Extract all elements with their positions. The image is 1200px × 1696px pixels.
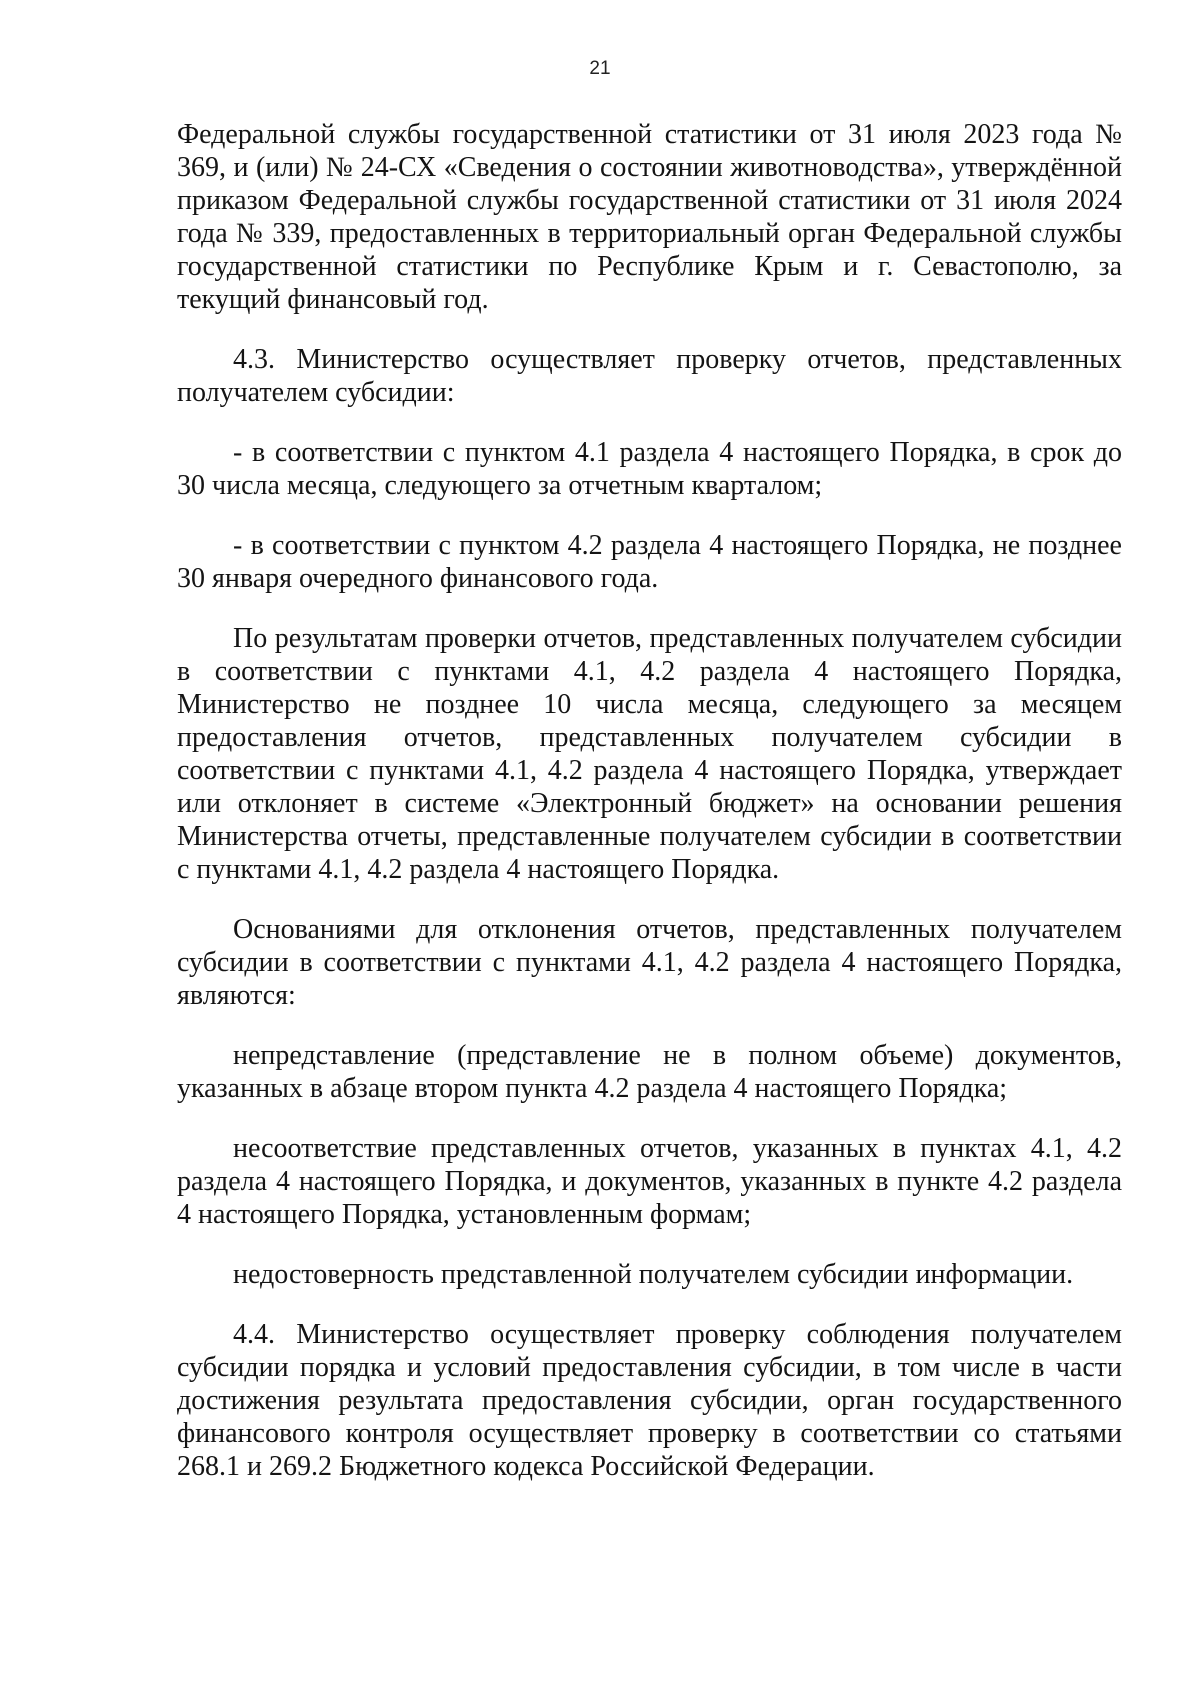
paragraph-list-item-4-2: - в соответствии с пунктом 4.2 раздела 4 настоящего Порядка, не позднее 30 января очередного финансового года. <box>177 530 1122 594</box>
paragraph-list-item-4-1: - в соответствии с пунктом 4.1 раздела 4 настоящего Порядка, в срок до 30 числа месяца, следующего за отчетным кварталом; <box>177 437 1122 501</box>
paragraph-ground-non-compliance: несоответствие представленных отчетов, указанных в пунктах 4.1, 4.2 раздела 4 настоящего Порядка, и документов, указанных в пункте 4.2 раздела 4 настоящего Порядка, установленным формам; <box>177 1133 1122 1230</box>
document-body <box>177 118 1122 1483</box>
paragraph-4-4: 4.4. Министерство осуществляет проверку соблюдения получателем субсидии порядка и условий предоставления субсидии, в том числе в части достижения результата предоставления субсидии, орган государственного финансового контроля осуществляет проверку в соответствии со статьями 268.1 и 269.2 Бюджетного кодекса Российской Федерации. <box>177 1319 1122 1482</box>
paragraph-ground-non-submission: непредставление (представление не в полном объеме) документов, указанных в абзаце втором пункта 4.2 раздела 4 настоящего Порядка; <box>177 1040 1122 1104</box>
paragraph-review-results: По результатам проверки отчетов, представленных получателем субсидии в соответствии с пунктами 4.1, 4.2 раздела 4 настоящего Порядка, Министерство не позднее 10 числа месяца, следующего за месяцем предоставления отчетов, представленных получателем субсидии в соответствии с пунктами 4.1, 4.2 раздела 4 настоящего Порядка, утверждает или отклоняет в системе «Электронный бюджет» на основании решения Министерства отчеты, представленные получателем субсидии в соответствии с пунктами 4.1, 4.2 раздела 4 настоящего Порядка. <box>177 623 1122 885</box>
paragraph-ground-unreliable-info: недостоверность представленной получателем субсидии информации. <box>233 1259 1074 1290</box>
paragraph-rejection-grounds: Основаниями для отклонения отчетов, представленных получателем субсидии в соответствии с пунктами 4.1, 4.2 раздела 4 настоящего Порядка, являются: <box>177 914 1122 1011</box>
page-number: 21 <box>589 58 611 79</box>
paragraph-continuation: Федеральной службы государственной статистики от 31 июля 2023 года № 369, и (или) № 24-СХ «Сведения о состоянии животноводства», утверждённой приказом Федеральной службы государственной статистики от 31 июля 2024 года № 339, предоставленных в территориальный орган Федеральной службы государственной статистики по Республике Крым и г. Севастополю, за текущий финансовый год. <box>177 119 1122 315</box>
paragraph-4-3: 4.3. Министерство осуществляет проверку отчетов, представленных получателем субсидии: <box>177 344 1122 408</box>
